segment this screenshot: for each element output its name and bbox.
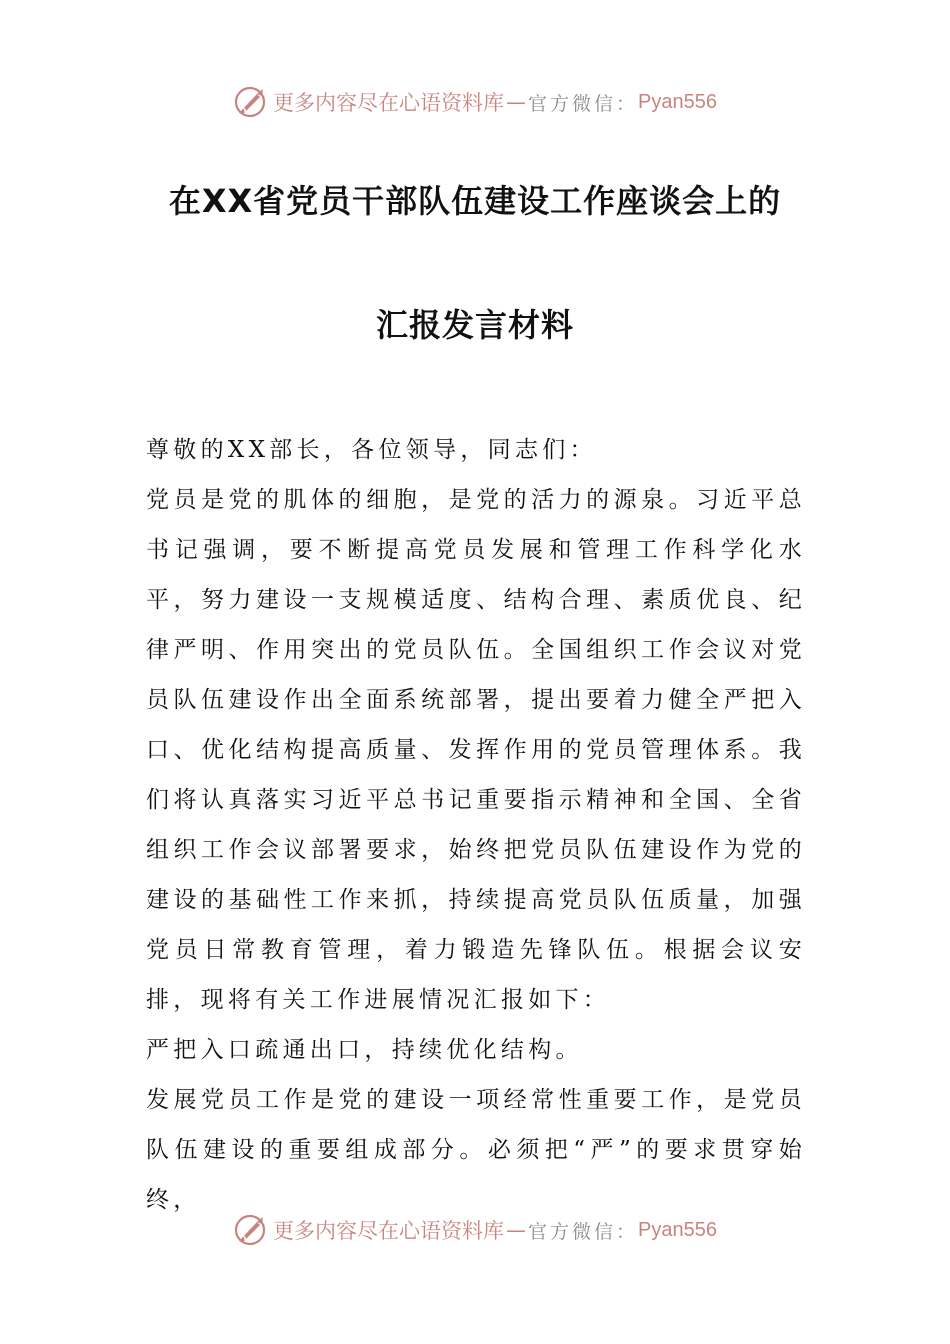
watermark-brand-text: 更多内容尽在心语资料库: [273, 1219, 504, 1243]
salutation-paragraph: 尊敬的XX部长，各位领导，同志们：: [146, 437, 597, 463]
footer-watermark: [0, 1210, 950, 1250]
watermark-label: 官方微信：: [528, 92, 639, 115]
watermark-label: 官方微信：: [528, 1220, 639, 1243]
header-watermark: [0, 82, 950, 122]
section-heading: 严把入口疏通出口，持续优化结构。: [146, 1037, 583, 1063]
watermark-brand-text: 更多内容尽在心语资料库: [273, 91, 504, 115]
watermark-handle: Pyan556: [638, 1218, 717, 1241]
body-paragraph: 发展党员工作是党的建设一项经常性重要工作，是党员队伍建设的重要组成部分。必须把“严”的要求贯穿始终，: [146, 1087, 806, 1213]
document-body: [146, 425, 806, 1225]
quill-pen-logo-icon: [233, 1213, 267, 1247]
document-title-line-2: 汇报发言材料: [375, 306, 574, 344]
watermark-separator: —: [506, 1218, 526, 1242]
watermark-separator: —: [506, 90, 526, 114]
watermark-handle: Pyan556: [638, 90, 717, 113]
document-title-line-1: 在XX省党员干部队伍建设工作座谈会上的: [168, 182, 782, 220]
quill-pen-logo-icon: [233, 85, 267, 119]
intro-paragraph: 党员是党的肌体的细胞，是党的活力的源泉。习近平总书记强调，要不断提高党员发展和管理工作科学化水平，努力建设一支规模适度、结构合理、素质优良、纪律严明、作用突出的党员队伍。全国组织工作会议对党员队伍建设作出全面系统部署，提出要着力健全严把入口、优化结构提高质量、发挥作用的党员管理体系。我们将认真落实习近平总书记重要指示精神和全国、全省组织工作会议部署要求，始终把党员队伍建设作为党的建设的基础性工作来抓，持续提高党员队伍质量，加强党员日常教育管理，着力锻造先锋队伍。根据会议安排，现将有关工作进展情况汇报如下：: [146, 487, 806, 1013]
